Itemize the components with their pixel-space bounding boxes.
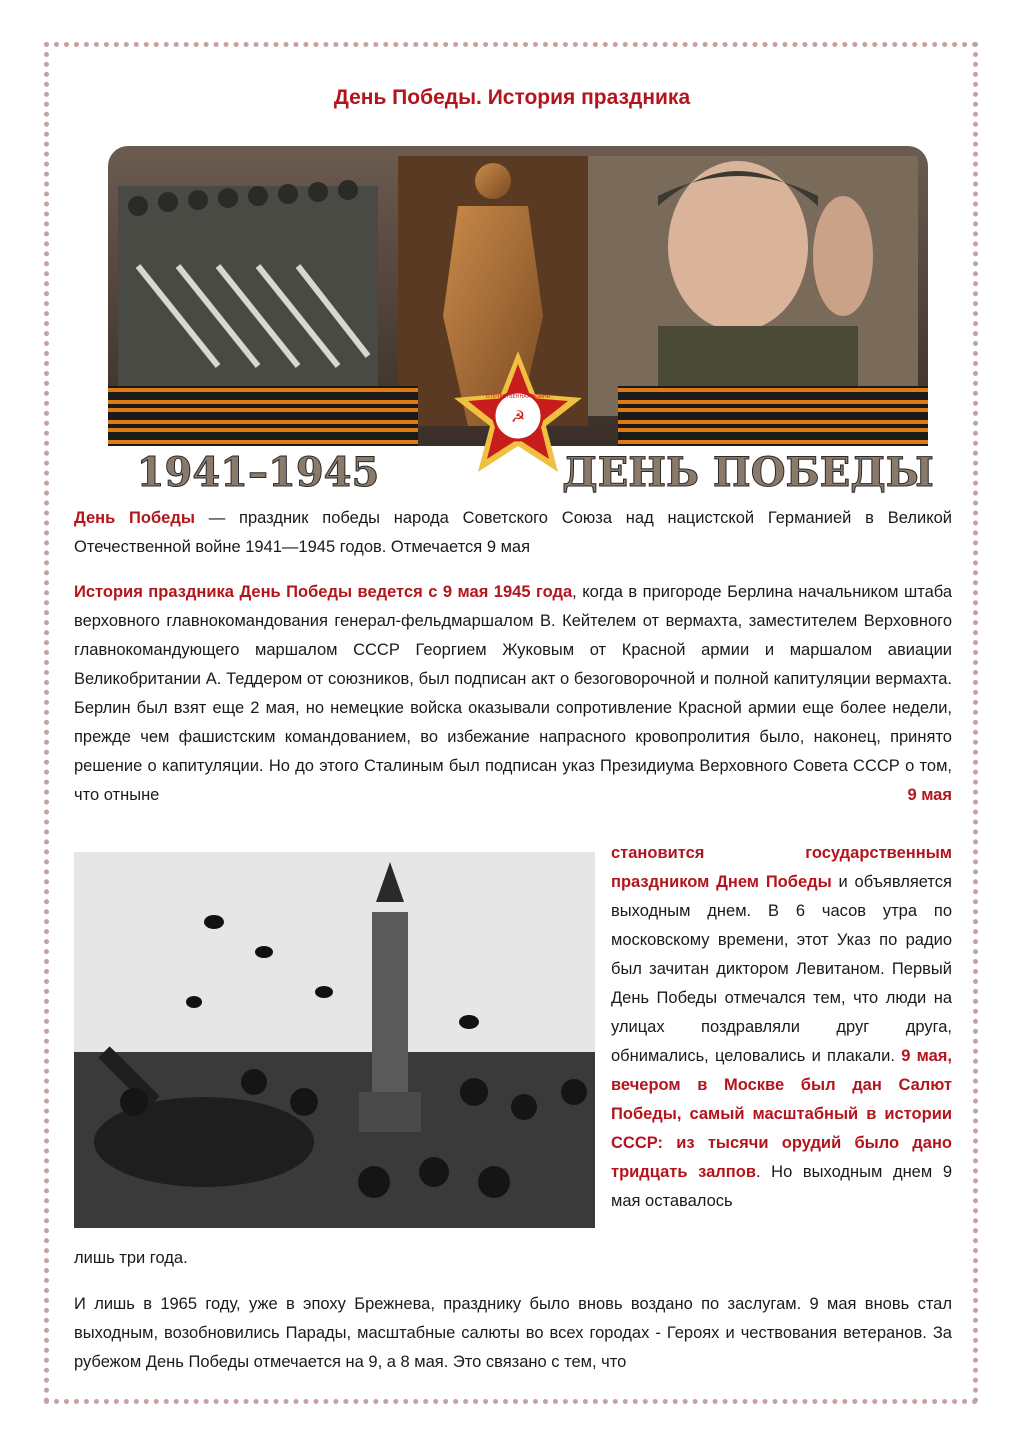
intro-text: — праздник победы народа Советского Союза над нацистской Германией в Великой Отечественной войне 1941—1945 годов. Отмечается 9 мая [74,509,952,556]
svg-text:☭: ☭ [510,407,526,426]
history-red-tail: 9 мая [907,786,952,804]
history-text: , когда в пригороде Берлина начальником штаба верховного главнокомандования генерал-фельдмаршалом В. Кейтелем от вермахта, заместителем Верховного главнокомандующего маршалом СССР Георгием Жуковым от Красной армии и маршалом авиации Великобритании А. Теддером от союзников, был подписан акт о безоговорочной и полной капитуляции вермахта. Берлин был взят еще 2 мая, но немецкие войска оказывали сопротивление Красной армии еще более недели, прежде чем фашистским командованием, во избежание напрасного кровопролития было, наконец, принято решение о капитуляции. Но до этого Сталиным был подписан указ Президиума Верховного Совета СССР о том, что отныне [74,583,953,804]
side-text-b: . Но выходным днем 9 мая оставалось [611,1163,952,1210]
history-lead: История праздника День Победы ведется с 9 мая 1945 года [74,583,573,601]
banner-caption-text: ДЕНЬ ПОБЕДЫ [562,449,934,496]
side-paragraph [611,839,952,1216]
veteran-portrait [588,156,918,416]
photo-illustration [74,852,595,1228]
side-red-a: становится государственным праздником Днем Победы [611,844,952,891]
st-george-ribbon-left [108,386,418,446]
final-paragraph: И лишь в 1965 году, уже в эпоху Брежнева, празднику было вновь воздано по заслугам. 9 мая вновь стал выходным, возобновились Парады, масштабные салюты во всех городах - Героях и чествования ветеранов. За рубежом День Победы отмечается на 9, а 8 мая. Это связано с тем, что [74,1295,952,1371]
parade-soldiers [118,180,378,396]
intro-paragraph [74,504,952,562]
banner-years-text: 1941–1945 [136,449,380,496]
side-red-b: 9 мая, вечером в Москве был дан Салют Победы, самый масштабный в истории СССР: из тысячи орудий было дано тридцать залпов [611,1047,952,1181]
continuation-text: лишь три года. [74,1249,188,1267]
page-title: День Победы. История праздника [333,86,691,109]
victory-day-banner [98,136,938,500]
svg-text:ОТЕЧЕСТВЕННАЯ ВОЙНА: ОТЕЧЕСТВЕННАЯ ВОЙНА [485,394,551,400]
history-paragraph [74,578,952,810]
intro-term: День Победы [74,509,195,527]
st-george-ribbon-right [618,386,928,446]
side-text-a: и объявляется выходным днем. В 6 часов утра по московскому времени, этот Указ по радио был зачитан диктором Левитаном. Первый День Победы отмечался тем, что люди на улицах поздравляли друг друга, обнимались, целовались и плакали. [611,873,952,1065]
banner-illustration [98,136,938,500]
berlin-celebration-photo [74,852,595,1228]
soldier-statue [398,156,588,426]
